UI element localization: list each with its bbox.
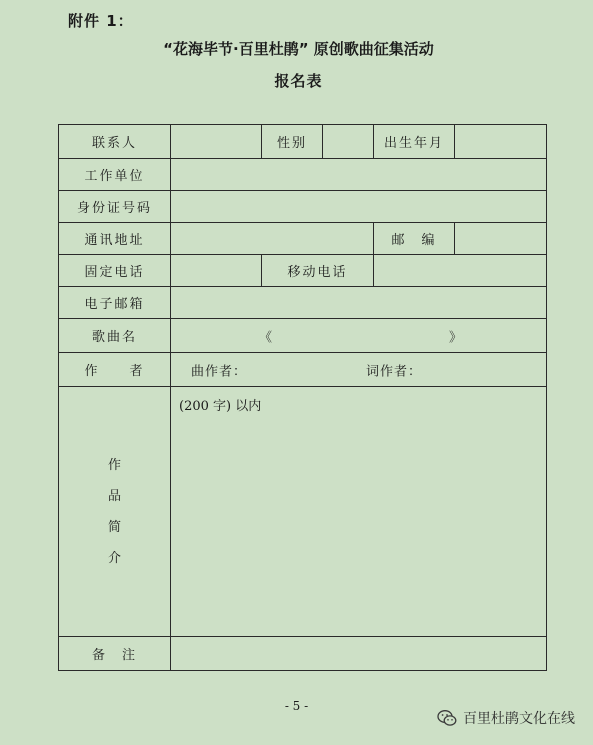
intro-hint-text: (200 字) 以内 bbox=[179, 399, 262, 414]
registration-form-table bbox=[58, 124, 547, 671]
postcode-field[interactable] bbox=[455, 223, 547, 255]
address-field[interactable] bbox=[171, 223, 374, 255]
remarks-label: 备 注 bbox=[59, 637, 171, 671]
close-bracket: 》 bbox=[449, 330, 463, 345]
page-number: - 5 - bbox=[284, 699, 309, 713]
landline-field[interactable] bbox=[171, 255, 262, 287]
wechat-icon bbox=[437, 709, 457, 727]
work-intro-label bbox=[59, 387, 171, 637]
watermark bbox=[437, 708, 575, 728]
composer-label: 曲作者： bbox=[191, 364, 248, 379]
work-unit-field[interactable] bbox=[171, 159, 547, 191]
id-number-label: 身份证号码 bbox=[59, 191, 171, 223]
page-title: “花海毕节·百里杜鹃” 原创歌曲征集活动 bbox=[163, 40, 434, 58]
table-row bbox=[59, 159, 547, 191]
table-row bbox=[59, 387, 547, 637]
work-intro-field[interactable] bbox=[171, 387, 547, 637]
birth-field[interactable] bbox=[455, 125, 547, 159]
table-row bbox=[59, 353, 547, 387]
id-number-field[interactable] bbox=[171, 191, 547, 223]
contact-field[interactable] bbox=[171, 125, 262, 159]
email-label: 电子邮箱 bbox=[59, 287, 171, 319]
intro-char: 介 bbox=[107, 550, 121, 566]
table-row bbox=[59, 125, 547, 159]
remarks-field[interactable] bbox=[171, 637, 547, 671]
contact-label: 联系人 bbox=[59, 125, 171, 159]
landline-label: 固定电话 bbox=[59, 255, 171, 287]
open-bracket: 《 bbox=[259, 330, 273, 345]
table-row bbox=[59, 287, 547, 319]
page-subtitle: 报名表 bbox=[274, 72, 323, 90]
intro-char: 品 bbox=[107, 488, 121, 504]
gender-field[interactable] bbox=[323, 125, 374, 159]
lyricist-label: 词作者： bbox=[366, 364, 423, 379]
table-row bbox=[59, 191, 547, 223]
intro-char: 作 bbox=[107, 457, 121, 473]
table-row bbox=[59, 319, 547, 353]
author-label: 作 者 bbox=[59, 353, 171, 387]
author-field[interactable] bbox=[171, 353, 547, 387]
mobile-label: 移动电话 bbox=[262, 255, 374, 287]
gender-label: 性别 bbox=[262, 125, 323, 159]
mobile-field[interactable] bbox=[374, 255, 547, 287]
watermark-text: 百里杜鹃文化在线 bbox=[463, 711, 575, 727]
attachment-label: 附件 1： bbox=[68, 12, 134, 30]
birth-label: 出生年月 bbox=[374, 125, 455, 159]
table-row bbox=[59, 223, 547, 255]
song-name-label: 歌曲名 bbox=[59, 319, 171, 353]
postcode-label: 邮 编 bbox=[374, 223, 455, 255]
song-name-field[interactable] bbox=[171, 319, 547, 353]
table-row bbox=[59, 637, 547, 671]
work-unit-label: 工作单位 bbox=[59, 159, 171, 191]
email-field[interactable] bbox=[171, 287, 547, 319]
table-row bbox=[59, 255, 547, 287]
intro-char: 简 bbox=[107, 519, 121, 535]
address-label: 通讯地址 bbox=[59, 223, 171, 255]
